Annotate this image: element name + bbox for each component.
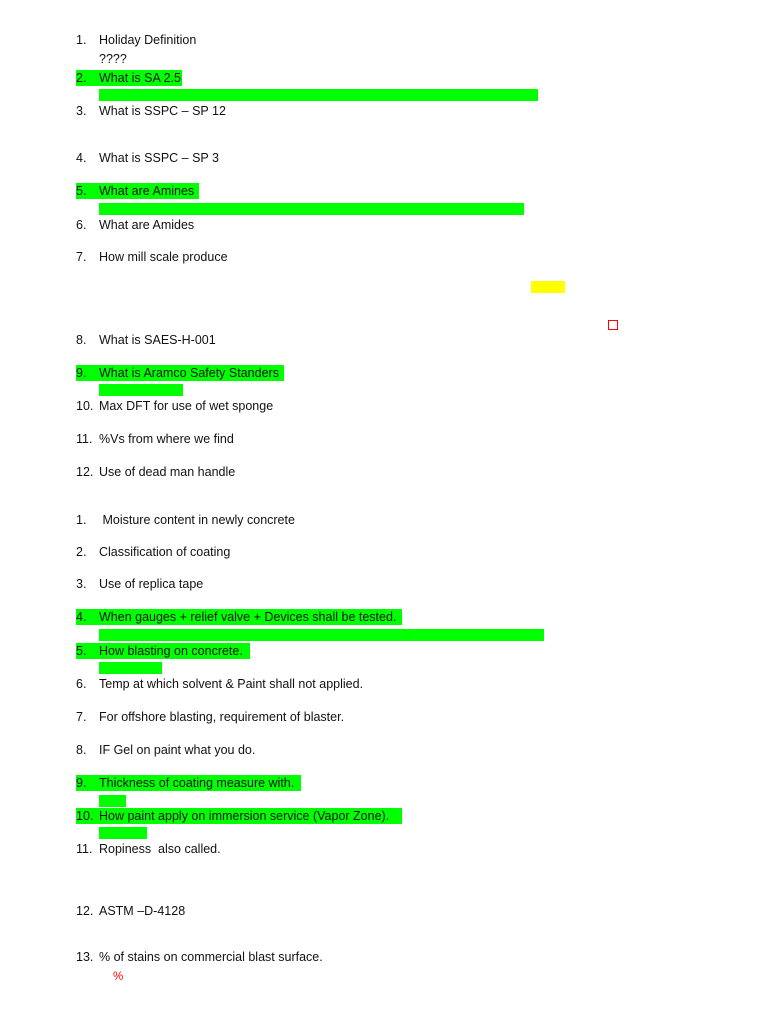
list-item-highlighted (76, 609, 402, 625)
item-text: Temp at which solvent & Paint shall not applied. (99, 677, 364, 691)
highlight-bar (99, 89, 538, 101)
item-text: What is Aramco Safety Standers (99, 366, 279, 380)
item-text: What is SSPC – SP 3 (99, 151, 219, 165)
item-text: IF Gel on paint what you do. (99, 743, 256, 757)
item-number: 4. (76, 610, 87, 624)
item-number: 9. (76, 776, 87, 790)
item-number: 11. (76, 842, 93, 856)
item-text: Classification of coating (99, 545, 231, 559)
item-text: What is SAES-H-001 (99, 333, 216, 347)
yellow-highlight-mark (531, 281, 565, 293)
item-text: %Vs from where we find (99, 432, 234, 446)
item-number: 3. (76, 577, 87, 591)
red-square-marker (608, 320, 618, 330)
item-number: 2. (76, 545, 87, 559)
item-number: 5. (76, 184, 87, 198)
item-text: How blasting on concrete. (99, 644, 243, 658)
list-item-highlighted (76, 183, 199, 199)
item-text: Ropiness also called. (99, 842, 221, 856)
item-number: 2. (76, 71, 87, 85)
item-number: 6. (76, 218, 87, 232)
item-note: ???? (99, 52, 127, 66)
highlight-bar (99, 384, 183, 396)
item-number: 1. (76, 513, 87, 527)
item-text: Max DFT for use of wet sponge (99, 399, 274, 413)
list-item-highlighted (76, 775, 301, 791)
item-number: 7. (76, 250, 87, 264)
item-number: 11. (76, 432, 93, 446)
item-number: 3. (76, 104, 87, 118)
highlight-bar (99, 795, 126, 807)
item-text: What is SA 2.5 (99, 71, 181, 85)
item-text: What are Amides (99, 218, 195, 232)
item-number: 12. (76, 904, 94, 918)
item-text: What are Amines (99, 184, 195, 198)
item-text: ASTM –D-4128 (99, 904, 186, 918)
highlight-bar (99, 629, 544, 641)
item-number: 6. (76, 677, 87, 691)
item-number: 5. (76, 644, 87, 658)
item-number: 10. (76, 809, 94, 823)
item-number: 8. (76, 743, 87, 757)
item-number: 13. (76, 950, 94, 964)
list-item-highlighted (76, 808, 402, 824)
item-text: Thickness of coating measure with. (99, 776, 295, 790)
item-text: % of stains on commercial blast surface. (99, 950, 323, 964)
item-number: 1. (76, 33, 87, 47)
item-text: For offshore blasting, requirement of blaster. (99, 710, 345, 724)
item-text: Use of dead man handle (99, 465, 236, 479)
item-text: Holiday Definition (99, 33, 197, 47)
item-text: What is SSPC – SP 12 (99, 104, 226, 118)
item-number: 7. (76, 710, 87, 724)
item-number: 8. (76, 333, 87, 347)
item-text: How mill scale produce (99, 250, 228, 264)
item-number: 4. (76, 151, 87, 165)
item-text: When gauges + relief valve + Devices shall be tested. (99, 610, 397, 624)
item-text: Use of replica tape (99, 577, 204, 591)
item-number: 10. (76, 399, 94, 413)
item-number: 12. (76, 465, 94, 479)
highlight-bar (99, 203, 524, 215)
list-item-highlighted (76, 643, 250, 659)
item-text: Moisture content in newly concrete (99, 513, 295, 527)
list-item-highlighted (76, 365, 284, 381)
highlight-bar (99, 827, 147, 839)
item-text: How paint apply on immersion service (Vapor Zone). (99, 809, 390, 823)
red-percent-annotation: % (113, 971, 124, 983)
highlight-bar (99, 662, 162, 674)
list-item-highlighted (76, 70, 182, 86)
item-number: 9. (76, 366, 87, 380)
